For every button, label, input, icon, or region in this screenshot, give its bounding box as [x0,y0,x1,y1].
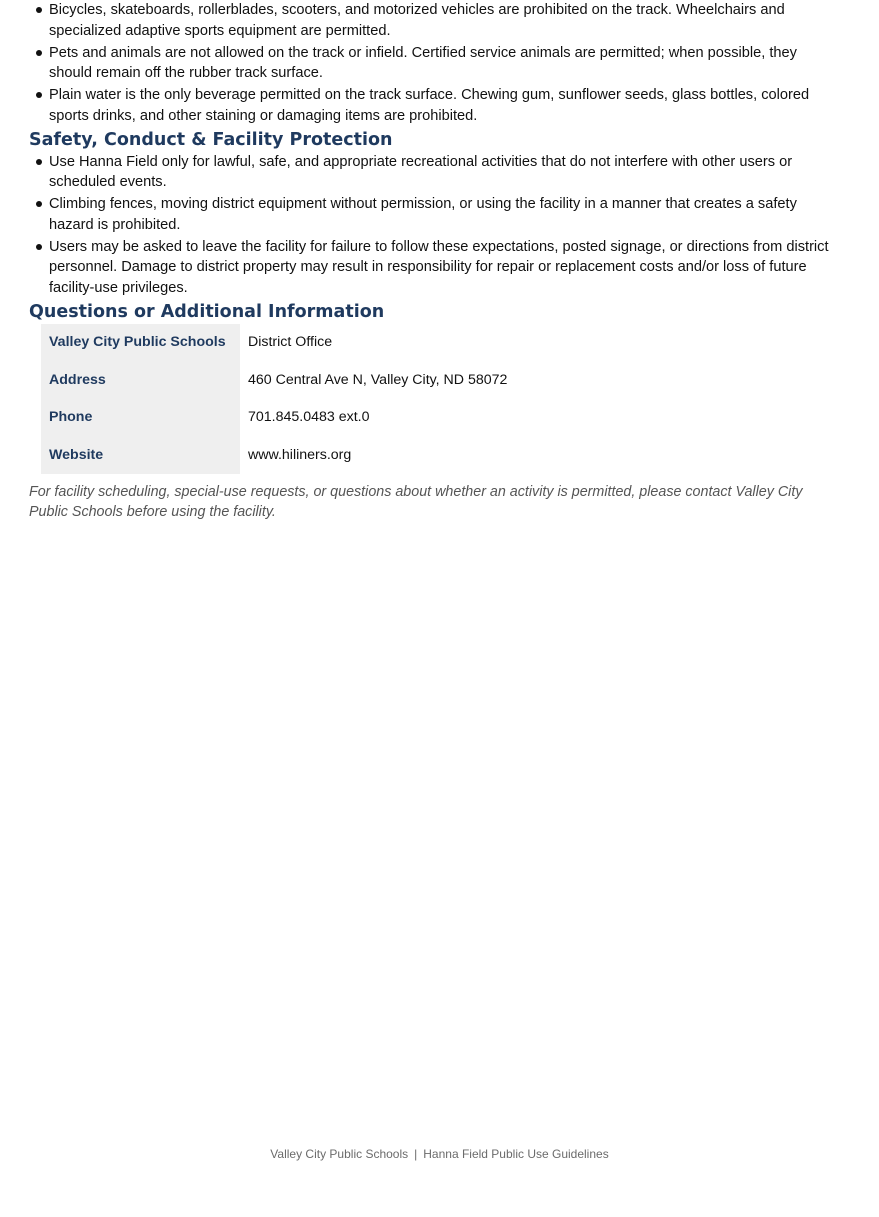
list-item-text: Use Hanna Field only for lawful, safe, and appropriate recreational activities that do not interfere with other users or scheduled events. [49,153,793,190]
bullet-icon [36,7,42,13]
footer-separator: | [414,1147,418,1161]
list-item-text: Bicycles, skateboards, rollerblades, scooters, and motorized vehicles are prohibited on the track. Wheelchairs and specialized adaptive sports equipment are permitted. [49,2,785,39]
bullet-icon [36,159,42,165]
list-item [29,0,837,41]
table-row [41,361,515,399]
section-heading-safety: Safety, Conduct & Facility Protection [29,129,393,150]
list-item-text: Pets and animals are not allowed on the track or infield. Certified service animals are permitted; when possible, they should remain off the rubber track surface. [49,44,797,81]
contact-label: Address [41,361,240,399]
document-page [29,0,837,537]
contact-table [41,324,515,474]
contact-label: Phone [41,399,240,437]
contact-value: 460 Central Ave N, Valley City, ND 58072 [248,371,508,388]
table-row [41,436,515,474]
list-item-text: Plain water is the only beverage permitted on the track surface. Chewing gum, sunflower seeds, glass bottles, colored sports drinks, and other staining or damaging items are prohibited. [49,87,810,124]
list-item [29,85,837,126]
safety-rules-list [29,152,837,299]
list-item [29,194,837,235]
contact-note: For facility scheduling, special-use requests, or questions about whether an activity is permitted, please contact Valley City Public Schools before using the facility. [29,483,803,520]
footer-organization: Valley City Public Schools [270,1147,409,1161]
table-row [41,399,515,437]
footer-document-title: Hanna Field Public Use Guidelines [423,1147,609,1161]
bullet-icon [36,201,42,207]
list-item-text: Climbing fences, moving district equipment without permission, or using the facility in a manner that creates a safety hazard is prohibited. [49,196,797,233]
track-rules-list [29,0,837,126]
contact-value: District Office [248,334,333,351]
contact-value: 701.845.0483 ext.0 [248,409,370,426]
page-footer [0,1147,879,1161]
table-row [41,324,515,362]
bullet-icon [36,50,42,56]
contact-value-website: www.hiliners.org [248,446,352,463]
list-item [29,152,837,193]
bullet-icon [36,92,42,98]
contact-label: Valley City Public Schools [41,324,240,362]
contact-label: Website [41,436,240,474]
bullet-icon [36,244,42,250]
list-item [29,43,837,84]
section-heading-questions: Questions or Additional Information [29,301,385,322]
list-item [29,237,837,299]
list-item-text: Users may be asked to leave the facility for failure to follow these expectations, posted signage, or directions from district personnel. Damage to district property may result in responsibility for repair or replacement costs and/or loss of future facility-use privileges. [49,238,829,296]
